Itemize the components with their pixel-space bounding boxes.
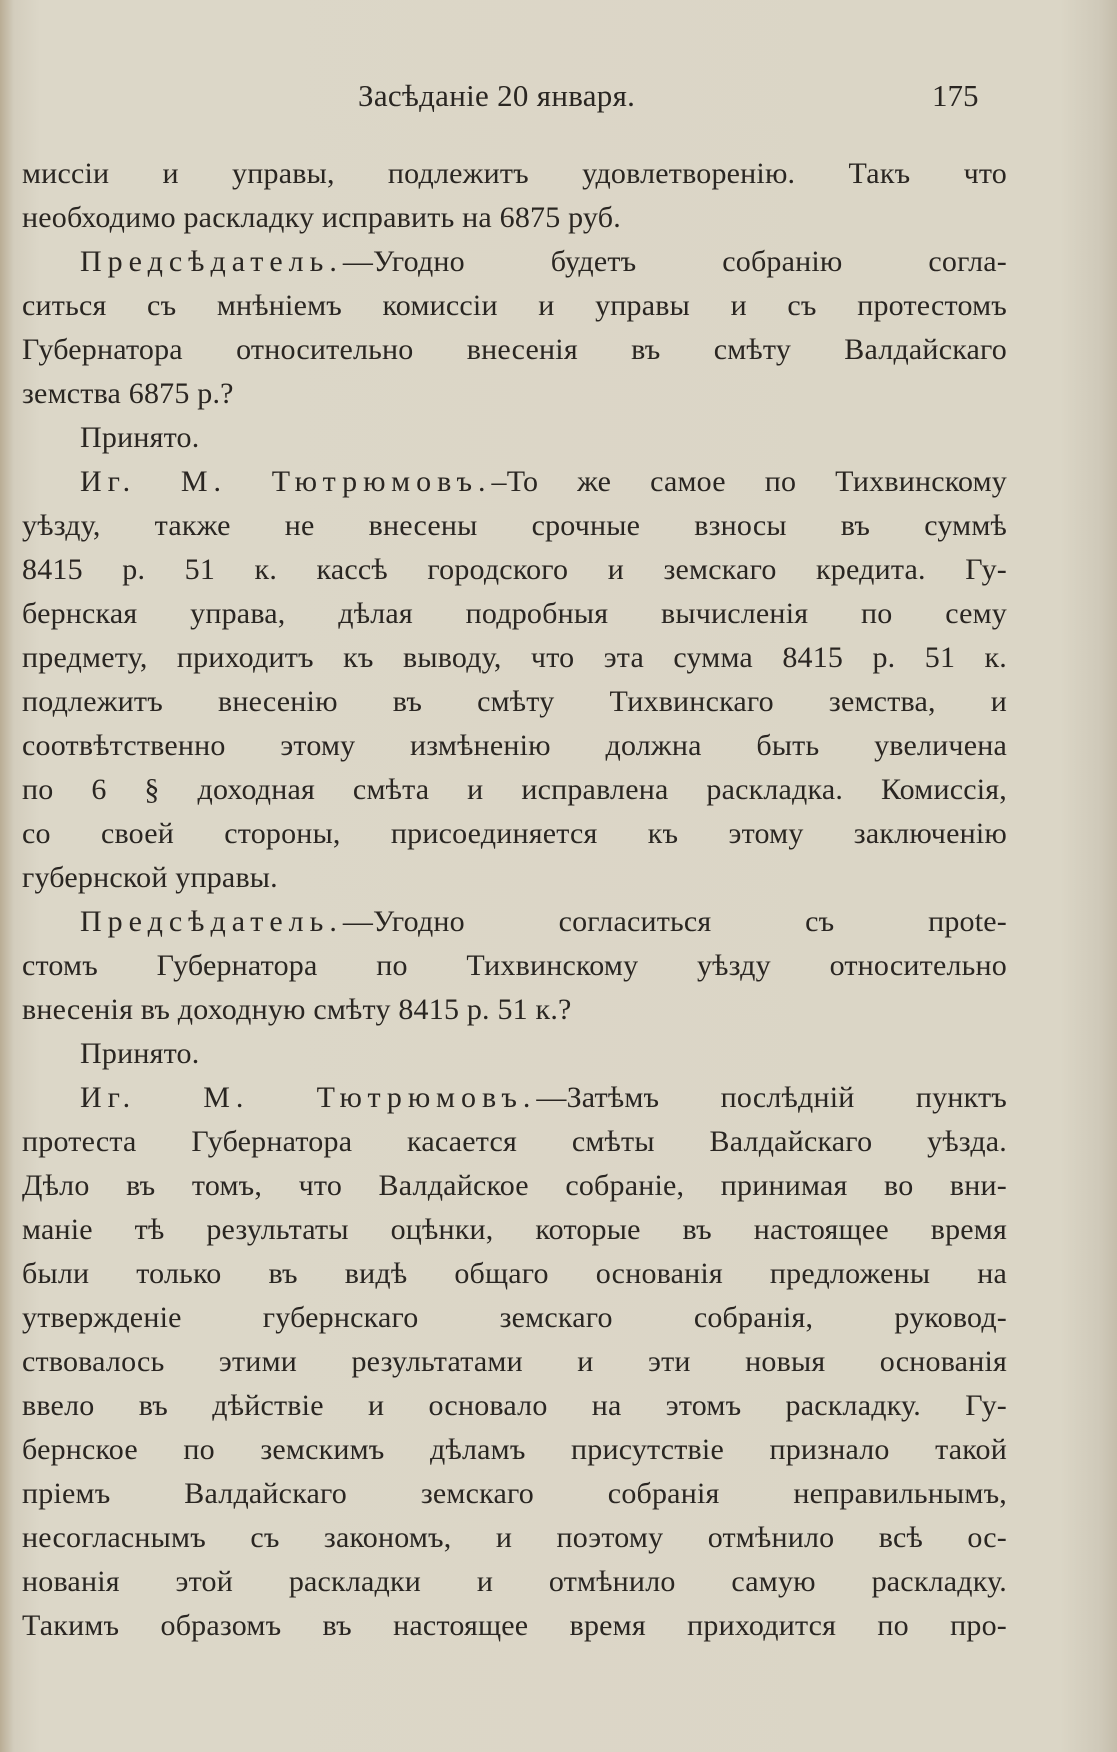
- text-line: [22, 592, 1007, 636]
- line-text: ствовалось этими результатами и эти новыя основанія: [22, 1345, 1007, 1378]
- text-line: [22, 724, 1007, 768]
- text-line: [22, 1472, 1007, 1516]
- text-line: [22, 1604, 1007, 1648]
- text-line: [22, 944, 1007, 988]
- text-line: [22, 768, 1007, 812]
- line-text: Принято.: [80, 421, 200, 454]
- text-line: [22, 196, 1007, 240]
- text-line: [22, 460, 1007, 504]
- line-text: бернская управа, дѣлая подробныя вычисленія по сему: [22, 597, 1007, 630]
- line-text: необходимо раскладку исправить на 6875 руб.: [22, 201, 621, 234]
- text-line: [22, 1516, 1007, 1560]
- text-line: [22, 1428, 1007, 1472]
- line-text: земства 6875 р.?: [22, 377, 234, 410]
- line-text: —Угодно будетъ собранію согла-: [342, 245, 1007, 278]
- speaker-name: Иг. М. Тютрюмовъ.: [80, 1081, 537, 1114]
- text-line: [22, 988, 1007, 1032]
- line-text: 8415 р. 51 к. кассѣ городского и земскаго кредита. Гу-: [22, 553, 1007, 586]
- line-text: уѣзду, также не внесены срочные взносы въ суммѣ: [22, 509, 1007, 542]
- line-text: были только въ видѣ общаго основанія предложены на: [22, 1257, 1007, 1290]
- text-line: [22, 240, 1007, 284]
- text-line: [22, 900, 1007, 944]
- line-text: миссіи и управы, подлежитъ удовлетворенію. Такъ что: [22, 157, 1007, 190]
- line-text: со своей стороны, присоединяется къ этому заключенію: [22, 817, 1007, 850]
- text-line: [22, 1296, 1007, 1340]
- line-text: Дѣло въ томъ, что Валдайское собраніе, принимая во вни-: [22, 1169, 1007, 1202]
- line-text: подлежитъ внесенію въ смѣту Тихвинскаго земства, и: [22, 685, 1007, 718]
- line-text: несогласнымъ съ закономъ, и поэтому отмѣнило всѣ ос-: [22, 1521, 1007, 1554]
- page-number: 175: [932, 78, 979, 113]
- speaker-name: Предсѣдатель.: [80, 245, 343, 278]
- line-text: утвержденіе губернскаго земскаго собранія, руковод-: [22, 1301, 1007, 1334]
- line-text: Губернатора относительно внесенія въ смѣту Валдайскаго: [22, 333, 1007, 366]
- text-line: [22, 1164, 1007, 1208]
- line-text: протеста Губернатора касается смѣты Валдайскаго уѣзда.: [22, 1125, 1007, 1158]
- page-header: [0, 78, 1117, 128]
- text-line: [22, 856, 1007, 900]
- line-text: ввело въ дѣйствіе и основало на этомъ раскладку. Гу-: [22, 1389, 1007, 1422]
- running-title: Засѣданіе 20 января.: [358, 78, 636, 113]
- line-text: –То же самое по Тихвинскому: [491, 465, 1007, 498]
- line-text: по 6 § доходная смѣта и исправлена раскладка. Комиссія,: [22, 773, 1007, 806]
- line-text: стомъ Губернатора по Тихвинскому уѣзду относительно: [22, 949, 1007, 982]
- text-line: [22, 1560, 1007, 1604]
- text-line: [22, 636, 1007, 680]
- text-line: [22, 812, 1007, 856]
- line-text: маніе тѣ результаты оцѣнки, которые въ настоящее время: [22, 1213, 1007, 1246]
- text-line: [22, 1120, 1007, 1164]
- text-line: [22, 416, 1007, 460]
- line-text: ситься съ мнѣніемъ комиссіи и управы и съ протестомъ: [22, 289, 1007, 322]
- line-text: бернское по земскимъ дѣламъ присутствіе признало такой: [22, 1433, 1007, 1466]
- line-text: Принято.: [80, 1037, 200, 1070]
- line-text: —Угодно согласиться съ прote-: [342, 905, 1007, 938]
- text-line: [22, 1384, 1007, 1428]
- text-line: [22, 504, 1007, 548]
- text-line: [22, 284, 1007, 328]
- line-text: внесенія въ доходную смѣту 8415 р. 51 к.?: [22, 993, 572, 1026]
- body-text: [22, 152, 1007, 1648]
- speaker-name: Предсѣдатель.: [80, 905, 343, 938]
- text-line: [22, 1208, 1007, 1252]
- text-line: [22, 372, 1007, 416]
- line-text: соотвѣтственно этому измѣненію должна быть увеличена: [22, 729, 1007, 762]
- line-text: губернской управы.: [22, 861, 278, 894]
- text-line: [22, 1340, 1007, 1384]
- text-line: [22, 680, 1007, 724]
- line-text: Такимъ образомъ въ настоящее время приходится по про-: [22, 1609, 1007, 1642]
- line-text: нованія этой раскладки и отмѣнило самую раскладку.: [22, 1565, 1007, 1598]
- text-line: [22, 328, 1007, 372]
- text-line: [22, 548, 1007, 592]
- text-line: [22, 152, 1007, 196]
- line-text: предмету, приходитъ къ выводу, что эта сумма 8415 р. 51 к.: [22, 641, 1007, 674]
- text-line: [22, 1032, 1007, 1076]
- speaker-name: Иг. М. Тютрюмовъ.: [80, 465, 492, 498]
- text-line: [22, 1076, 1007, 1120]
- line-text: —Затѣмъ послѣдній пунктъ: [536, 1081, 1007, 1114]
- line-text: пріемъ Валдайскаго земскаго собранія неправильнымъ,: [22, 1477, 1007, 1510]
- text-line: [22, 1252, 1007, 1296]
